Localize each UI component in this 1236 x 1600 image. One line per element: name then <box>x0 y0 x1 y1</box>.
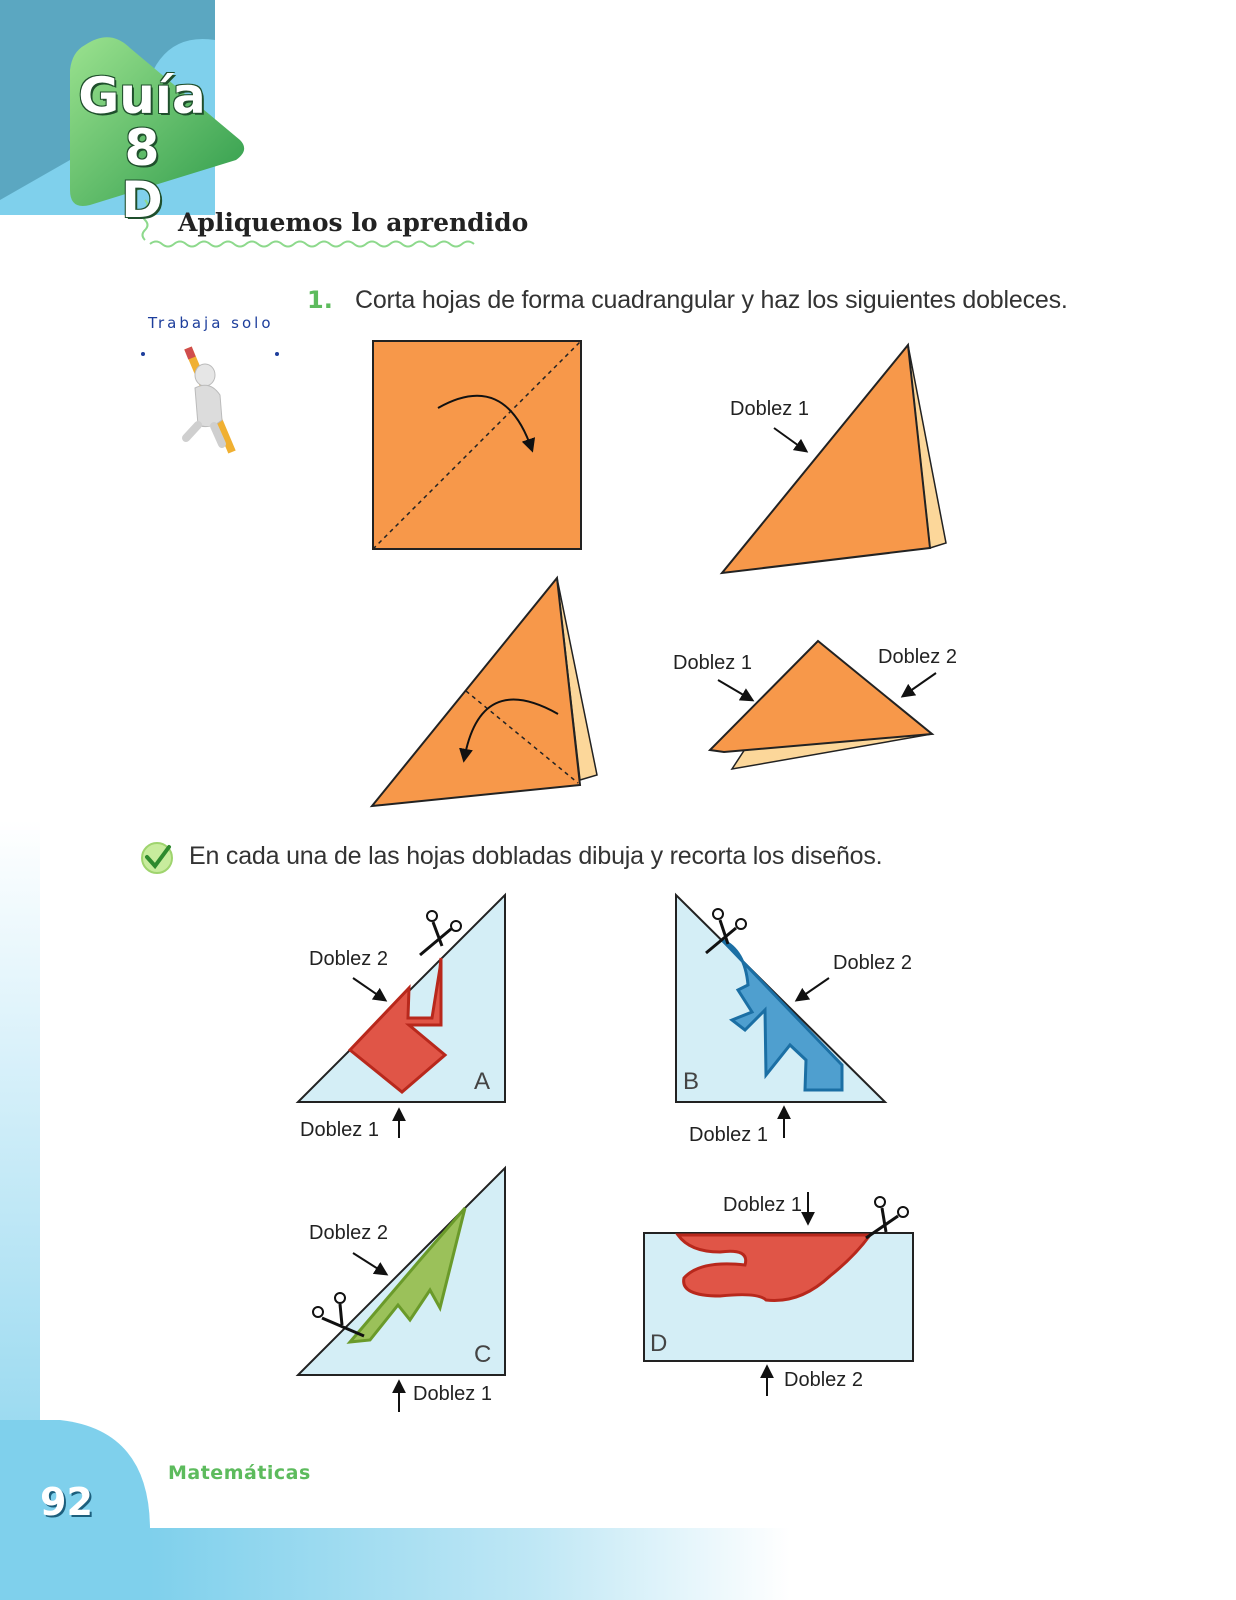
design-b-fold-2-label: Doblez 2 <box>833 952 912 974</box>
design-c <box>298 1168 505 1412</box>
fold-1-label-step4: Doblez 1 <box>673 652 752 674</box>
design-b-letter: B <box>683 1068 700 1095</box>
design-a-fold-2-label: Doblez 2 <box>309 948 388 970</box>
fold-1-label-step2: Doblez 1 <box>730 398 809 420</box>
fold-2-label-step4: Doblez 2 <box>878 646 957 668</box>
design-a-letter: A <box>474 1068 491 1095</box>
guide-title <box>62 67 222 229</box>
guide-letter: D <box>121 171 163 229</box>
exercise-1-instruction: Corta hojas de forma cuadrangular y haz los siguientes dobleces. <box>355 286 1068 314</box>
exercise-number: 1. <box>307 286 333 314</box>
design-a <box>298 895 505 1138</box>
fold-step-square <box>373 341 581 549</box>
design-d <box>644 1192 913 1396</box>
design-c-letter: C <box>474 1341 492 1368</box>
fold-step-triangle <box>722 345 946 573</box>
work-alone-stamp-label: Trabaja solo <box>148 314 274 332</box>
section-heading: Apliquemos lo aprendido <box>178 208 529 237</box>
check-icon <box>142 843 172 873</box>
guide-number: Guía 8 <box>78 67 206 177</box>
pencil-figure-icon <box>141 348 279 452</box>
bottom-band <box>150 1528 790 1600</box>
scissors-icon <box>866 1197 908 1238</box>
exercise-2-instruction: En cada una de las hojas dobladas dibuja y recorta los diseños. <box>189 842 883 870</box>
fold-step-triangle-dashed <box>372 578 597 806</box>
page-number: 92 <box>40 1480 93 1524</box>
design-c-fold-1-label: Doblez 1 <box>413 1383 492 1405</box>
subject-label: Matemáticas <box>168 1462 311 1484</box>
design-d-fold-1-label: Doblez 1 <box>723 1194 802 1216</box>
design-d-fold-2-label: Doblez 2 <box>784 1369 863 1391</box>
design-a-fold-1-label: Doblez 1 <box>300 1119 379 1141</box>
design-b-fold-1-label: Doblez 1 <box>689 1124 768 1146</box>
wavy-line-horizontal <box>150 242 474 247</box>
design-d-letter: D <box>650 1330 668 1357</box>
design-b <box>676 895 885 1138</box>
design-c-fold-2-label: Doblez 2 <box>309 1222 388 1244</box>
